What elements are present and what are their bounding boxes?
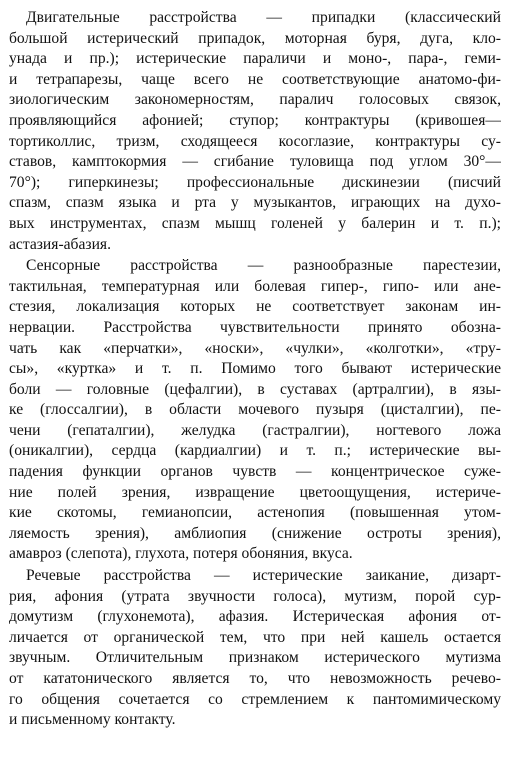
text-line: тортиколлис, тризм, сходящееся косоглазие, контрактуры су- <box>9 132 501 150</box>
text-line: (оникалгии), сердца (кардиалгии) и т. п.; истерические вы- <box>9 442 501 460</box>
text-line: проявляющийся афонией; ступор; контрактуры (кривошея— <box>9 111 501 129</box>
paragraph-motor-disorders <box>9 8 501 255</box>
paragraph-speech-disorders <box>9 566 501 731</box>
paragraph-sensory-disorders <box>9 256 501 565</box>
text-line: звучным. Отличительным признаком истерического мутизма <box>9 649 501 667</box>
text-line: го общения сочетается со стремлением к пантомимическому <box>9 690 501 708</box>
text-line: ние полей зрения, извращение цветоощущения, истериче- <box>9 483 501 501</box>
text-line: вых инструментах, спазм мышц голеней у балерин и т. п.); <box>9 214 501 232</box>
text-line: от кататонического является то, что невозможность речево- <box>9 670 501 687</box>
text-line: большой истерический припадок, моторная буря, дуга, кло- <box>9 29 501 47</box>
text-line: домутизм (глухонемота), афазия. Истерическая афония от- <box>9 608 501 626</box>
text-line: унада и пр.); истерические параличи и моно-, пара-, геми- <box>9 50 501 68</box>
text-line: чени (гепаталгии), желудка (гастралгии), ногтевого ложа <box>9 421 501 439</box>
text-line: тактильная, температурная или болевая гипер-, гипо- или ане- <box>9 277 501 295</box>
text-line: ставов, камптокормия — сгибание туловища под углом 30°— <box>9 153 501 171</box>
text-line: и тетрапарезы, чаще всего не соответствующие анатомо-фи- <box>9 70 501 88</box>
text-line: амавроз (слепота), глухота, потеря обоняния, вкуса. <box>9 545 353 563</box>
text-line: ляемость зрения), амблиопия (снижение остроты зрения), <box>9 524 501 542</box>
text-line: спазм, спазм языка и рта у музыкантов, играющих на духо- <box>9 194 501 212</box>
text-line: Речевые расстройства — истерические заикание, дизарт- <box>26 567 501 585</box>
text-line: рия, афония (утрата звучности голоса), мутизм, порой сур- <box>9 587 501 605</box>
text-line: кие скотомы, гемианопсии, астенопия (повышенная утом- <box>9 504 501 522</box>
text-line: чать как «перчатки», «носки», «чулки», «колготки», «тру- <box>9 339 501 357</box>
text-line: зиологическим закономерностям, паралич голосовых связок, <box>9 91 501 109</box>
text-line: Двигательные расстройства — припадки (классический <box>26 9 501 26</box>
text-line: Сенсорные расстройства — разнообразные парестезии, <box>26 257 501 275</box>
text-line: личается от органической тем, что при ней кашель остается <box>9 628 501 646</box>
text-line: астазия-абазия. <box>9 235 111 253</box>
text-line: и письменному контакту. <box>9 711 176 729</box>
text-line: нервации. Расстройства чувствительности принято обозна- <box>9 318 501 336</box>
text-line: боли — головные (цефалгии), в суставах (артралгии), в язы- <box>9 380 501 398</box>
text-line: падения функции органов чувств — концентрическое суже- <box>9 463 501 481</box>
text-line: ке (глоссалгии), в области мочевого пузыря (цисталгии), пе- <box>9 401 501 419</box>
text-line: стезия, локализация которых не соответствует законам ин- <box>9 298 501 316</box>
text-line: сы», «куртка» и т. п. Помимо того бывают истерические <box>9 360 501 378</box>
text-line: 70°); гиперкинезы; профессиональные дискинезии (писчий <box>9 173 501 191</box>
